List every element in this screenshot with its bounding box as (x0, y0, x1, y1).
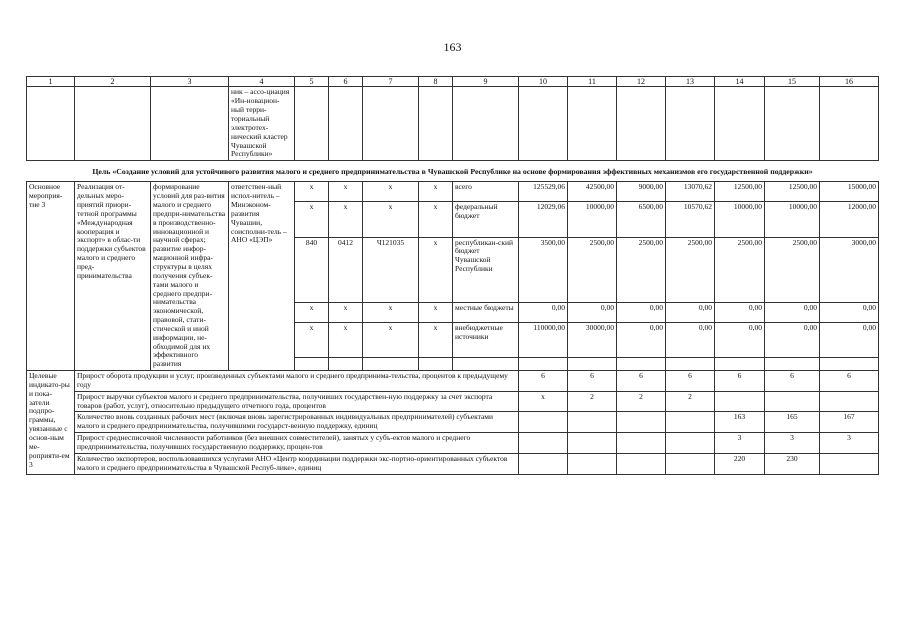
value-cell: 9000,00 (617, 182, 666, 202)
indicator-text: Прирост выручки субъектов малого и среднего предпринимательства, получивших государствен-ную поддержку за счет экспорта товаров (работ, услуг), относительно предыдущего отчетного года, процентов (75, 391, 519, 412)
value-cell: 30000,00 (568, 322, 617, 357)
column-number: 16 (820, 77, 879, 87)
indicator-value: 220 (715, 453, 765, 474)
code-cell: x (363, 202, 419, 237)
indicator-value (519, 412, 568, 433)
value-cell: 2500,00 (568, 237, 617, 302)
code-cell: x (419, 182, 453, 202)
code-cell: x (363, 182, 419, 202)
event-task: формирование условий для раз-вития малого и среднего предпри-нимательства в производственно-инновационной и научной сферах; развитие инфор-мационной инфра-структуры в целях получения субъек-тами малого и среднего предпри-нимательства экономической, правовой, стати-стической и иной информации, не-обходимой для их эффективного развития (151, 182, 229, 371)
goal-text: Цель «Создание условий для устойчивого развития малого и среднего предпринимательства в Чувашской Республике на основе формирования эффективных механизмов его государственной поддержки» (27, 161, 879, 182)
value-cell: 0,00 (617, 322, 666, 357)
column-number: 8 (419, 77, 453, 87)
indicator-text: Количество вновь созданных рабочих мест (включая вновь зарегистрированных индивидуальных предпринимателей) субъектами малого и среднего предпринимательства, получившими государст-венную поддержку, единиц (75, 412, 519, 433)
value-cell: 10000,00 (765, 202, 820, 237)
indicator-row-3 (27, 433, 879, 454)
value-cell: 2500,00 (617, 237, 666, 302)
column-number: 13 (666, 77, 715, 87)
column-number: 14 (715, 77, 765, 87)
code-cell: x (419, 237, 453, 302)
indicator-row-1 (27, 391, 879, 412)
indicator-value (519, 453, 568, 474)
value-cell: 3500,00 (519, 237, 568, 302)
column-number: 9 (453, 77, 519, 87)
header-row (27, 77, 879, 87)
indicator-row-0 (27, 371, 879, 392)
code-cell: x (295, 322, 329, 357)
code-cell: 0412 (329, 237, 363, 302)
value-cell: 0,00 (617, 302, 666, 322)
main-row-0 (27, 182, 879, 202)
code-cell: x (295, 202, 329, 237)
value-cell: 110000,00 (519, 322, 568, 357)
indicator-value: 6 (765, 371, 820, 392)
indicator-value (715, 391, 765, 412)
value-cell: 10000,00 (568, 202, 617, 237)
goal-row (27, 161, 879, 182)
indicator-value (519, 433, 568, 454)
indicator-value: 230 (765, 453, 820, 474)
indicator-value: 2 (617, 391, 666, 412)
value-cell: 0,00 (765, 302, 820, 322)
indicators-label: Целевые индикато-ры и пока-затели подпро-граммы, увязанные с основ-ным ме-роприяти-ем 3 (27, 371, 75, 474)
indicator-text: Прирост среднесписочной численности работников (без внешних совместителей), занятых у субъ-ектов малого и среднего предпринимательства, получивших государственную поддержку, процен-тов (75, 433, 519, 454)
indicator-value: 167 (820, 412, 879, 433)
indicator-value: x (519, 391, 568, 412)
indicator-value: 6 (617, 371, 666, 392)
indicator-value: 2 (568, 391, 617, 412)
column-number: 1 (27, 77, 75, 87)
value-cell: 0,00 (568, 302, 617, 322)
code-cell: x (329, 202, 363, 237)
indicator-value: 163 (715, 412, 765, 433)
funding-source: всего (453, 182, 519, 202)
value-cell: 2500,00 (715, 237, 765, 302)
indicator-value: 6 (666, 371, 715, 392)
funding-source: внебюджетные источники (453, 322, 519, 357)
code-cell: x (419, 202, 453, 237)
code-cell: x (329, 182, 363, 202)
indicator-value: 3 (765, 433, 820, 454)
indicator-value (666, 433, 715, 454)
page-number: 163 (443, 40, 462, 54)
event-name: Реализация от-дельных меро-приятий приори-тетной программы «Международная кооперация и экспорт» в облас-ти поддержки субъектов малого и среднего пред-принимательства (75, 182, 151, 371)
value-cell: 0,00 (519, 302, 568, 322)
indicator-value (568, 453, 617, 474)
column-number: 12 (617, 77, 666, 87)
indicator-value: 2 (666, 391, 715, 412)
value-cell: 6500,00 (617, 202, 666, 237)
code-cell: x (363, 322, 419, 357)
value-cell: 10000,00 (715, 202, 765, 237)
continuation-row (27, 87, 879, 161)
indicator-text: Количество экспортеров, воспользовавшихся услугами АНО «Центр координации поддержки экс-портно-ориентированных субъектов малого и среднего предпринимательства в Чувашской Респуб-лике», единиц (75, 453, 519, 474)
value-cell: 0,00 (820, 302, 879, 322)
indicator-value (666, 412, 715, 433)
value-cell: 15000,00 (820, 182, 879, 202)
event-responsible: ответствен-ный испол-нитель – Минэконом-развития Чувашии, соисполни-тель – АНО «ЦЭП» (229, 182, 295, 371)
indicator-value (617, 412, 666, 433)
code-cell: Ч121035 (363, 237, 419, 302)
column-number: 6 (329, 77, 363, 87)
indicator-value (765, 391, 820, 412)
value-cell: 2500,00 (666, 237, 715, 302)
indicator-value (568, 412, 617, 433)
indicator-value (820, 391, 879, 412)
value-cell: 12500,00 (765, 182, 820, 202)
column-number: 15 (765, 77, 820, 87)
indicator-value (617, 433, 666, 454)
column-number: 7 (363, 77, 419, 87)
indicator-value: 6 (820, 371, 879, 392)
value-cell: 0,00 (765, 322, 820, 357)
column-number: 10 (519, 77, 568, 87)
value-cell: 0,00 (666, 322, 715, 357)
code-cell: x (329, 322, 363, 357)
indicator-row-2 (27, 412, 879, 433)
indicator-value: 3 (820, 433, 879, 454)
column-number: 3 (151, 77, 229, 87)
value-cell: 125529,06 (519, 182, 568, 202)
value-cell: 3000,00 (820, 237, 879, 302)
column-number: 4 (229, 77, 295, 87)
code-cell: x (419, 302, 453, 322)
code-cell: x (363, 302, 419, 322)
indicator-value: 3 (715, 433, 765, 454)
code-cell: x (295, 302, 329, 322)
value-cell: 0,00 (715, 322, 765, 357)
indicator-value: 6 (715, 371, 765, 392)
program-table (26, 76, 879, 475)
code-cell: x (329, 302, 363, 322)
value-cell: 12500,00 (715, 182, 765, 202)
indicator-value (820, 453, 879, 474)
value-cell: 0,00 (666, 302, 715, 322)
column-number: 5 (295, 77, 329, 87)
continuation-text: ник – ассо-циация «Ин-новацион-ный терри-ториальный электротех-нический кластер Чувашской Республики» (229, 87, 295, 161)
value-cell: 10570,62 (666, 202, 715, 237)
code-cell: 840 (295, 237, 329, 302)
column-number: 2 (75, 77, 151, 87)
value-cell: 12000,00 (820, 202, 879, 237)
value-cell: 2500,00 (765, 237, 820, 302)
indicator-value (568, 433, 617, 454)
indicator-row-4 (27, 453, 879, 474)
value-cell: 0,00 (715, 302, 765, 322)
value-cell: 12029,06 (519, 202, 568, 237)
funding-source: федеральный бюджет (453, 202, 519, 237)
indicator-value: 6 (568, 371, 617, 392)
code-cell: x (419, 322, 453, 357)
value-cell: 42500,00 (568, 182, 617, 202)
indicator-value (617, 453, 666, 474)
funding-source: республикан-ский бюджет Чувашской Республики (453, 237, 519, 302)
funding-source: местные бюджеты (453, 302, 519, 322)
column-number: 11 (568, 77, 617, 87)
value-cell: 13070,62 (666, 182, 715, 202)
event-type: Основное мероприя-тие 3 (27, 182, 75, 371)
code-cell: x (295, 182, 329, 202)
value-cell: 0,00 (820, 322, 879, 357)
indicator-value (666, 453, 715, 474)
indicator-value: 165 (765, 412, 820, 433)
indicator-text: Прирост оборота продукции и услуг, произведенных субъектами малого и среднего предпринима-тельства, процентов к предыдущему году (75, 371, 519, 392)
indicator-value: 6 (519, 371, 568, 392)
